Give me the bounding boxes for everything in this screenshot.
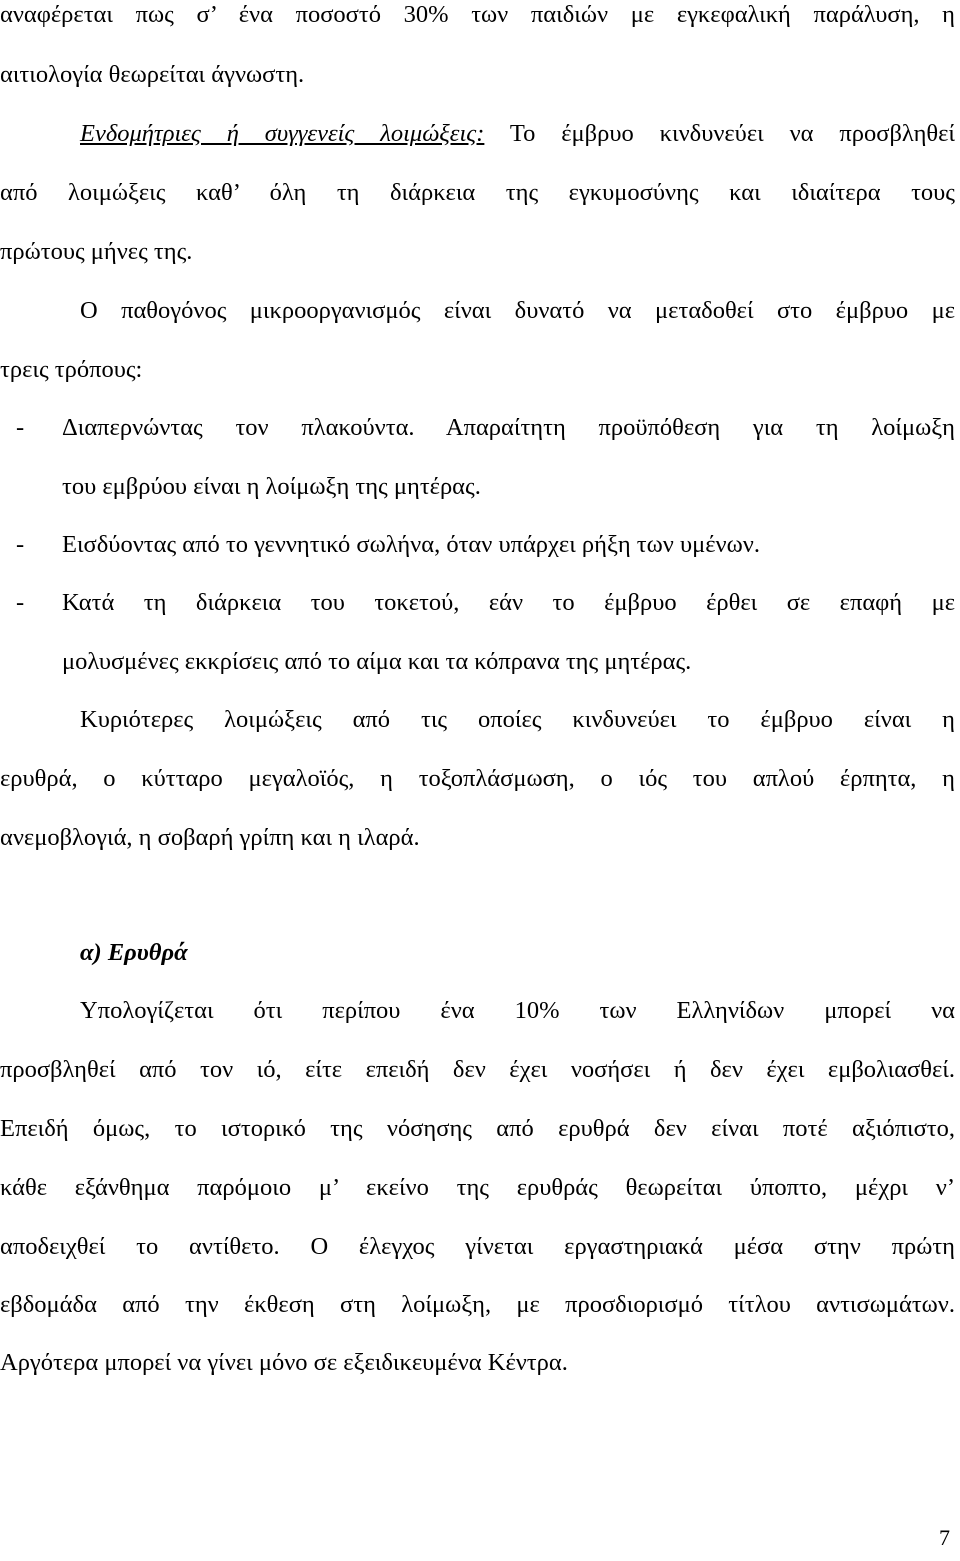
text-line: αποδειχθεί το αντίθετο. Ο έλεγχος γίνεται εργαστηριακά μέσα στην πρώτη <box>0 1233 955 1260</box>
text-line <box>80 119 955 149</box>
text-line: εβδομάδα από την έκθεση στη λοίμωξη, με προσδιορισμό τίτλου αντισωμάτων. <box>0 1291 955 1318</box>
text-line: τρεις τρόπους: <box>0 356 143 383</box>
list-dash: - <box>16 414 25 441</box>
text-line: κάθε εξάνθημα παρόμοιο μ’ εκείνο της ερυθράς θεωρείται ύποπτο, μέχρι ν’ <box>0 1174 955 1201</box>
list-dash: - <box>16 531 25 558</box>
text-line: Υπολογίζεται ότι περίπου ένα 10% των Ελληνίδων μπορεί να <box>80 997 955 1024</box>
text-line: ερυθρά, ο κύτταρο μεγαλοϊός, η τοξοπλάσμωση, ο ιός του απλού έρπητα, η <box>0 765 955 792</box>
text-span: Το έμβρυο κινδυνεύει να προσβληθεί <box>509 120 955 147</box>
text-line: αιτιολογία θεωρείται άγνωστη. <box>0 61 305 88</box>
text-line: προσβληθεί από τον ιό, είτε επειδή δεν έχει νοσήσει ή δεν έχει εμβολιασθεί. <box>0 1056 955 1083</box>
section-heading: α) Ερυθρά <box>80 939 188 966</box>
italic-term: Ενδομήτριες ή συγγενείς λοιμώξεις: <box>80 120 485 147</box>
text-line: Ο παθογόνος μικροοργανισμός είναι δυνατό να μεταδοθεί στο έμβρυο με <box>80 297 955 324</box>
text-line: Κυριότερες λοιμώξεις από τις οποίες κινδυνεύει το έμβρυο είναι η <box>80 706 955 733</box>
text-line: Αργότερα μπορεί να γίνει μόνο σε εξειδικευμένα Κέντρα. <box>0 1349 568 1376</box>
page-number: 7 <box>939 1525 950 1550</box>
list-item: Κατά τη διάρκεια του τοκετού, εάν το έμβρυο έρθει σε επαφή με <box>62 589 955 616</box>
list-dash: - <box>16 589 25 616</box>
text-line: ανεμοβλογιά, η σοβαρή γρίπη και η ιλαρά. <box>0 824 420 851</box>
text-line: από λοιμώξεις καθ’ όλη τη διάρκεια της εγκυμοσύνης και ιδιαίτερα τους <box>0 179 955 206</box>
list-item: του εμβρύου είναι η λοίμωξη της μητέρας. <box>62 473 481 500</box>
list-item: μολυσμένες εκκρίσεις από το αίμα και τα κόπρανα της μητέρας. <box>62 648 692 675</box>
list-item: Διαπερνώντας τον πλακούντα. Απαραίτητη προϋπόθεση για τη λοίμωξη <box>62 414 955 441</box>
text-line: Επειδή όμως, το ιστορικό της νόσησης από ερυθρά δεν είναι ποτέ αξιόπιστο, <box>0 1115 955 1142</box>
text-line: αναφέρεται πως σ’ ένα ποσοστό 30% των παιδιών με εγκεφαλική παράλυση, η <box>0 1 955 28</box>
text-line: πρώτους μήνες της. <box>0 238 193 265</box>
list-item: Εισδύοντας από το γεννητικό σωλήνα, όταν υπάρχει ρήξη των υμένων. <box>62 531 760 558</box>
